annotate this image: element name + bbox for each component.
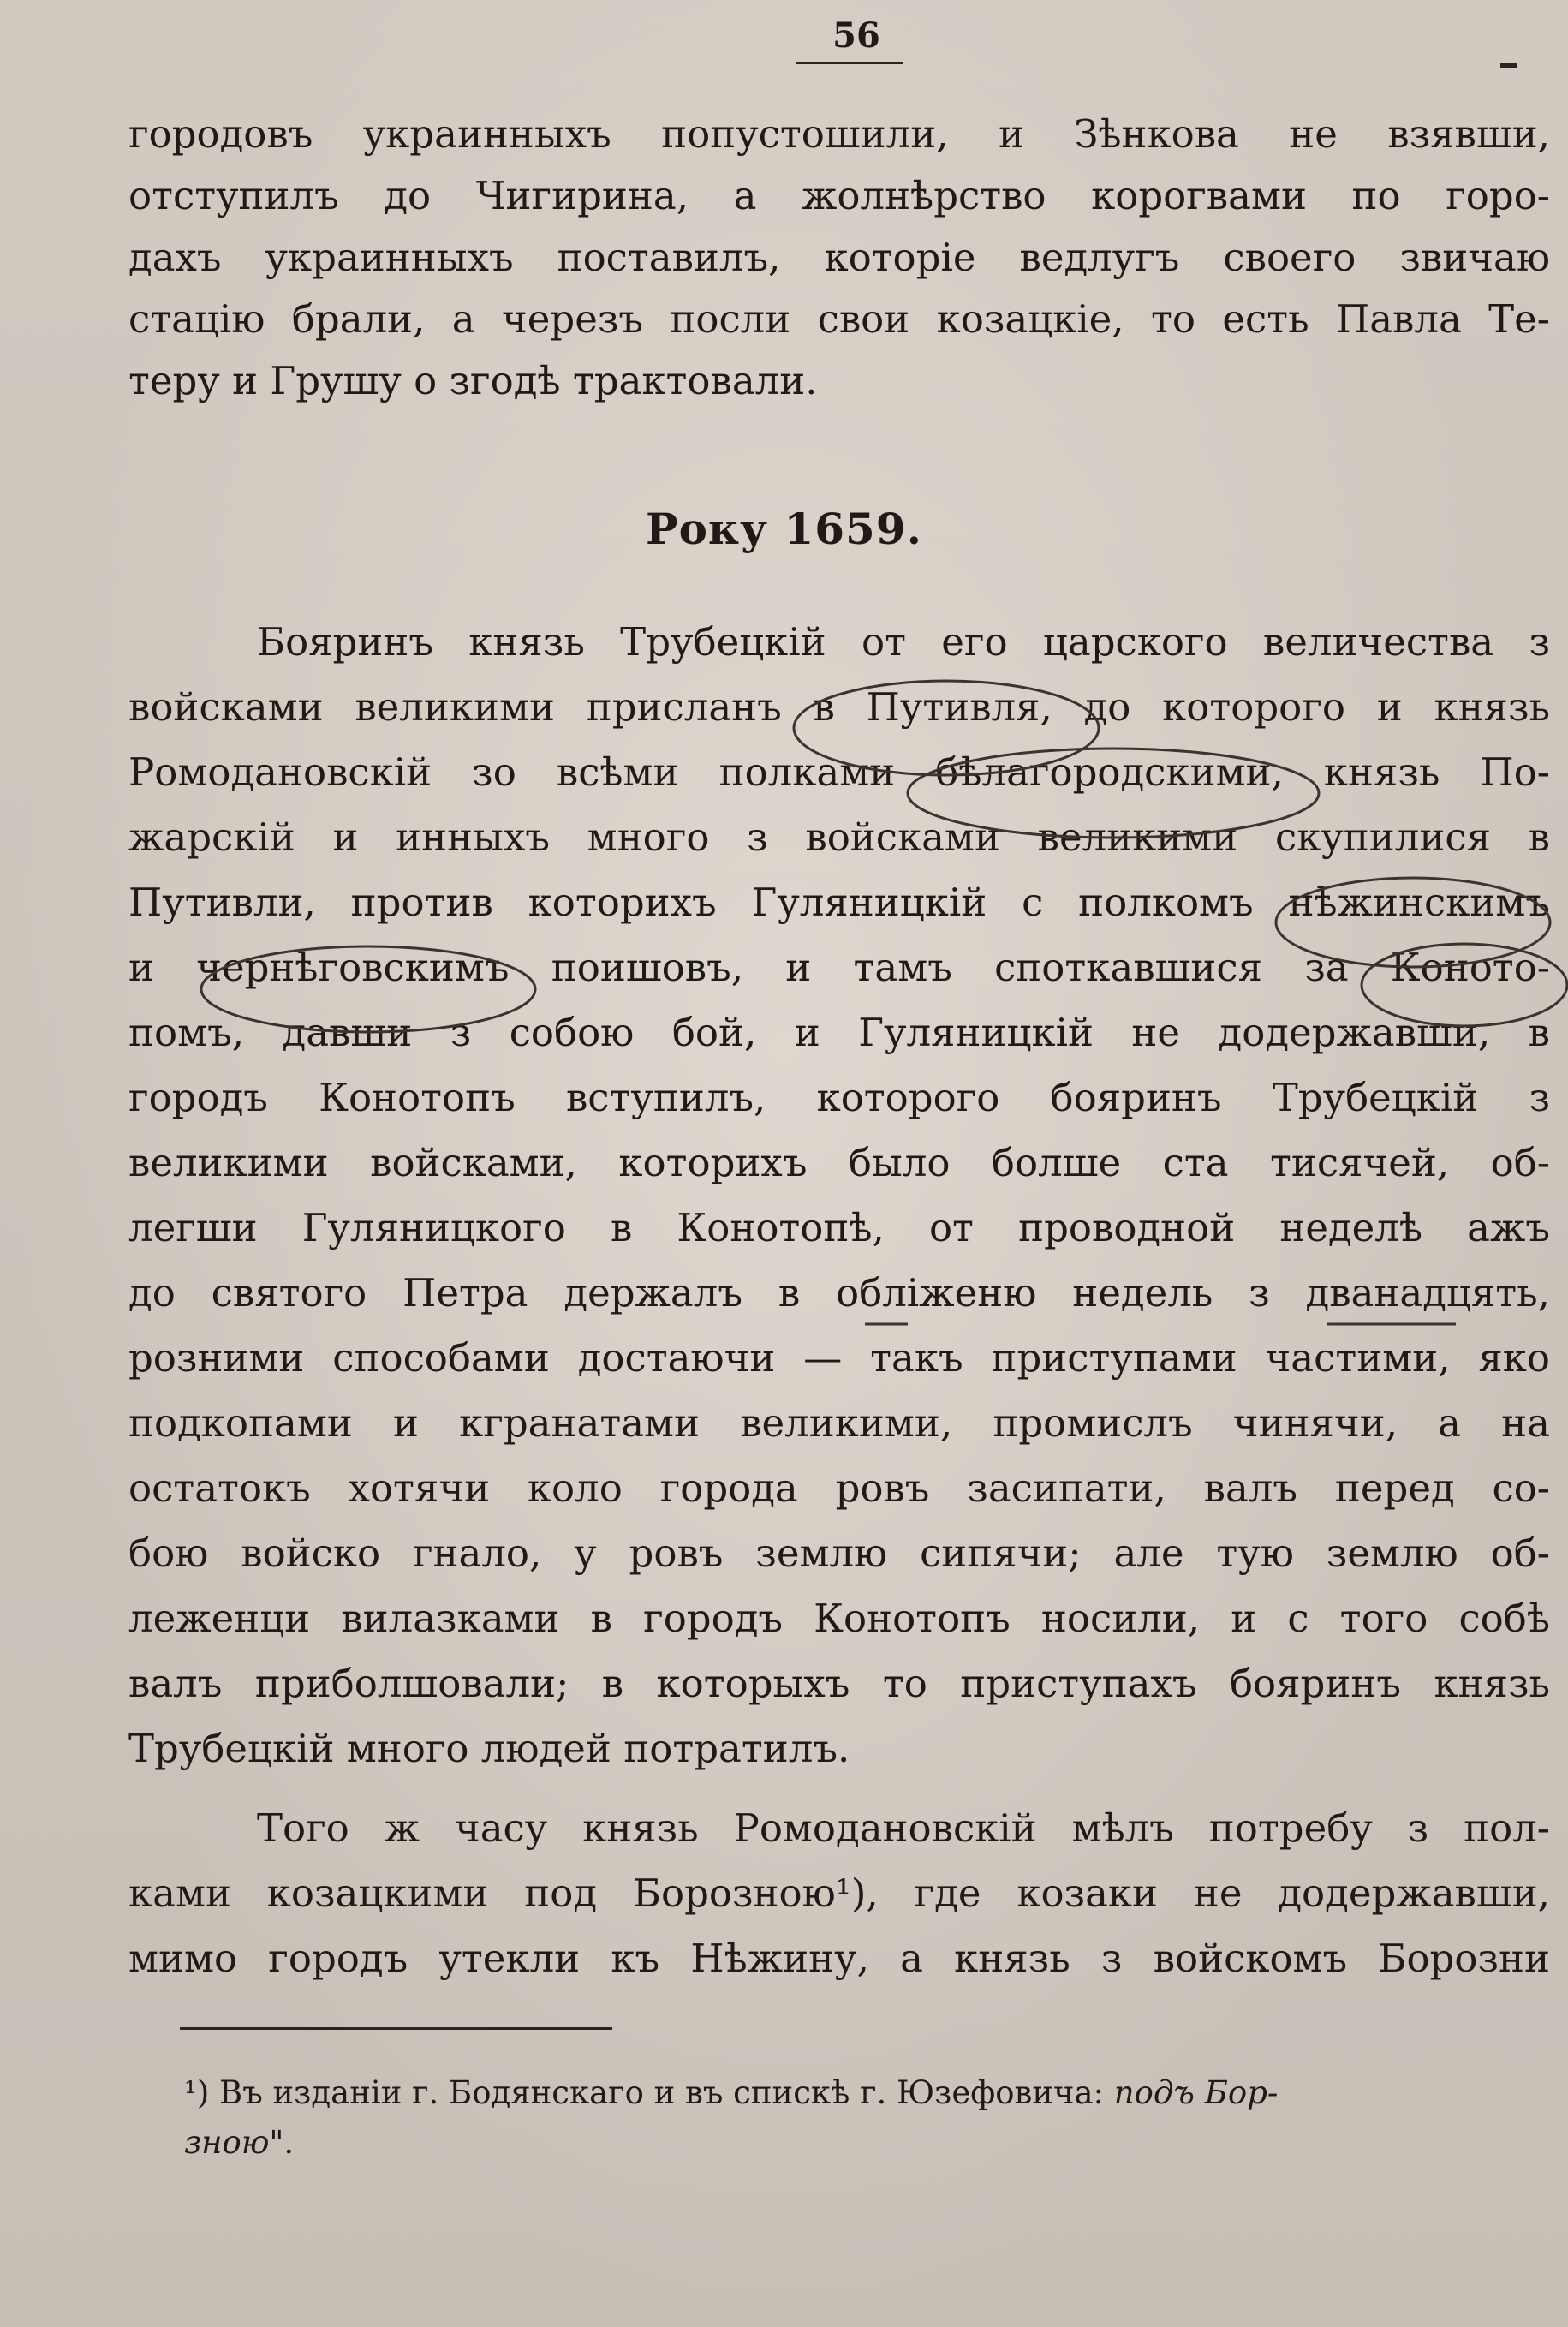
text-line: Ромодановскій зо всѣми полками бѣлагородскими, князь По-: [128, 749, 1550, 795]
page-number-underline: [796, 62, 903, 64]
text-line: городъ Конотопъ вступилъ, которого бояринъ Трубецкій з: [128, 1075, 1550, 1120]
text-line: войсками великими присланъ в Путивля, до которого и князь: [128, 684, 1550, 730]
text-line: Путивли, против которихъ Гуляницкій с полкомъ нѣжинскимъ: [128, 880, 1550, 925]
footnote-italic: подъ Бор-: [1113, 2074, 1279, 2111]
text-line: мимо городъ утекли къ Нѣжину, а князь з войскомъ Борозни: [128, 1936, 1550, 1981]
footnote-italic: зною: [184, 2124, 270, 2161]
section-heading: Року 1659.: [645, 504, 923, 554]
text-line: легши Гуляницкого в Конотопѣ, от проводной неделѣ ажъ: [128, 1205, 1550, 1250]
text-line: отступилъ до Чигирина, а жолнѣрство корогвами по горо-: [128, 173, 1550, 218]
text-line: валъ приболшовали; в которыхъ то приступахъ бояринъ князь: [128, 1661, 1550, 1706]
text-line: жарскій и инныхъ много з войсками великими скупилися в: [128, 814, 1550, 860]
text-line: бою войско гнало, у ровъ землю сипячи; але тую землю об-: [128, 1530, 1550, 1576]
text-line: Того ж часу князь Ромодановскій мѣлъ потребу з пол-: [257, 1805, 1550, 1851]
text-line: подкопами и кгранатами великими, промислъ чинячи, а на: [128, 1400, 1550, 1446]
text-line: Бояринъ князь Трубецкій от его царского величества з: [257, 619, 1550, 665]
text-line: остатокъ хотячи коло города ровъ засипати, валъ перед со-: [128, 1465, 1550, 1511]
page-number: 56: [832, 15, 880, 56]
footnote-separator: [180, 2027, 612, 2030]
text-line: городовъ украинныхъ попустошили, и Зѣнкова не взявши,: [128, 111, 1550, 157]
text-line: стацію брали, а черезъ посли свои козацкіе, то есть Павла Те-: [128, 296, 1550, 342]
footnote-tail: ".: [269, 2124, 295, 2161]
footnote: [184, 2068, 1546, 2118]
footnote-text: ¹) Въ изданіи г. Бодянскаго и въ спискѣ г. Юзефовича:: [184, 2074, 1114, 2111]
margin-dash: [1500, 63, 1517, 68]
text-line: леженци вилазками в городъ Конотопъ носили, и с того собѣ: [128, 1596, 1550, 1641]
footnote-continued: [184, 2118, 1546, 2168]
text-line: великими войсками, которихъ было болше ста тисячей, об-: [128, 1140, 1550, 1185]
text-line: и чернѣговскимъ поишовъ, и тамъ споткавшися за Коното-: [128, 945, 1550, 990]
text-line: розними способами достаючи — такъ приступами частими, яко: [128, 1335, 1550, 1381]
text-line: Трубецкій много людей потратилъ.: [128, 1726, 850, 1771]
text-line: помъ, давши з собою бой, и Гуляницкій не додержавши, в: [128, 1010, 1550, 1055]
text-line: до святого Петра держалъ в обліженю недель з дванадцять,: [128, 1270, 1550, 1316]
text-line: теру и Грушу о згодѣ трактовали.: [128, 358, 818, 403]
text-line: дахъ украинныхъ поставилъ, которіе ведлугъ своего звичаю: [128, 235, 1550, 280]
text-line: ками козацкими под Борозною¹), где козаки не додержавши,: [128, 1871, 1550, 1916]
